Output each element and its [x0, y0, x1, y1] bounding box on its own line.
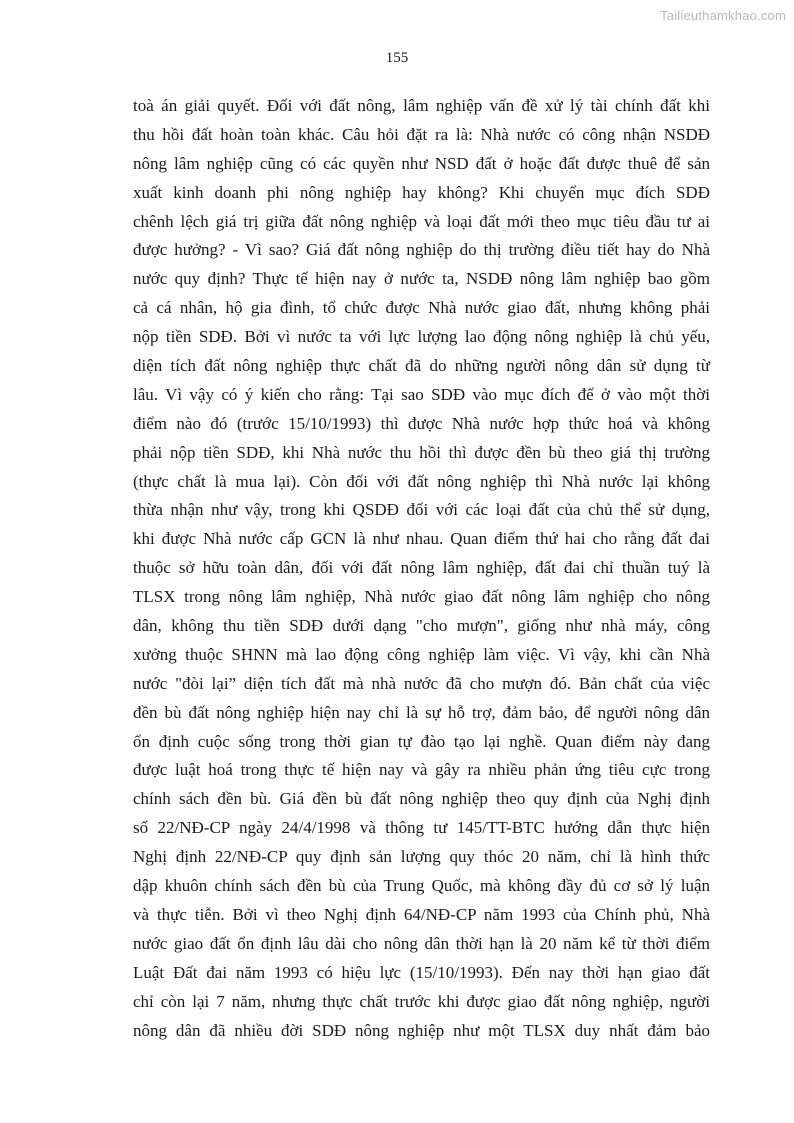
page-number: 155	[385, 50, 409, 66]
text-line-31: Luật Đất đai năm 1993 có hiệu lực (15/10/1993). Đến nay thời hạn giao đất	[133, 962, 710, 982]
text-line-26: số 22/NĐ-CP ngày 24/4/1998 và thông tư 145/TT-BTC hướng dẫn thực hiện	[133, 818, 710, 838]
text-line-16: khi được Nhà nước cấp GCN là như nhau. Quan điểm thứ hai cho rằng đất đai	[133, 529, 710, 549]
text-line-29: và thực tiễn. Bởi vì theo Nghị định 64/NĐ-CP năm 1993 của Chính phủ, Nhà	[133, 904, 710, 924]
text-line-9: nộp tiền SDĐ. Bởi vì nước ta với lực lượng lao động nông nghiệp là chủ yếu,	[133, 327, 710, 347]
text-line-28: dập khuôn chính sách đền bù của Trung Quốc, mà không đầy đủ cơ sở lý luận	[133, 876, 710, 896]
text-line-33: nông dân đã nhiều đời SDĐ nông nghiệp như một TLSX duy nhất đảm bảo	[133, 1020, 710, 1040]
text-line-6: được hưởng? - Vì sao? Giá đất nông nghiệp do thị trường điều tiết hay do Nhà	[133, 240, 710, 260]
text-line-17: thuộc sở hữu toàn dân, đối với đất nông lâm nghiệp, đất đai chỉ thuần tuý là	[133, 558, 710, 578]
text-line-21: nước "đòi lại” diện tích đất mà nhà nước đã cho mượn đó. Bản chất của việc	[133, 673, 710, 693]
body-paragraph	[133, 92, 710, 1045]
watermark-text: Tailieuthamkhao.com	[660, 8, 786, 23]
text-line-30: nước giao đất ổn định lâu dài cho nông dân thời hạn là 20 năm kể từ thời điểm	[133, 933, 710, 953]
text-line-2: thu hồi đất hoàn toàn khác. Câu hỏi đặt ra là: Nhà nước có công nhận NSDĐ	[133, 124, 710, 144]
text-line-3: nông lâm nghiệp cũng có các quyền như NSD đất ở hoặc đất được thuê để sản	[133, 153, 710, 173]
text-line-27: Nghị định 22/NĐ-CP quy định sản lượng quy thóc 20 năm, chỉ là hình thức	[133, 847, 710, 867]
text-line-14: (thực chất là mua lại). Còn đối với đất nông nghiệp thì Nhà nước lại không	[133, 471, 710, 491]
text-line-19: dân, không thu tiền SDĐ dưới dạng "cho mượn", giống như nhà máy, công	[133, 616, 710, 636]
text-line-24: được luật hoá trong thực tế hiện nay và gây ra nhiều phản ứng tiêu cực trong	[133, 760, 710, 780]
text-line-4: xuất kinh doanh phi nông nghiệp hay không? Khi chuyển mục đích SDĐ	[133, 182, 710, 202]
text-line-25: chính sách đền bù. Giá đền bù đất nông nghiệp theo quy định của Nghị định	[133, 789, 710, 809]
text-line-32: chỉ còn lại 7 năm, nhưng thực chất trước khi được giao đất nông nghiệp, người	[133, 991, 710, 1011]
text-line-20: xưởng thuộc SHNN mà lao động công nghiệp làm việc. Vì vậy, khi cần Nhà	[133, 644, 710, 664]
text-line-15: thừa nhận như vậy, trong khi QSDĐ đối với các loại đất của chủ thể sử dụng,	[133, 500, 710, 520]
text-line-22: đền bù đất nông nghiệp hiện nay chỉ là sự hỗ trợ, đảm bảo, để người nông dân	[133, 702, 710, 722]
text-line-10: diện tích đất nông nghiệp thực chất đã do những người nông dân sử dụng từ	[133, 356, 710, 376]
text-line-23: ổn định cuộc sống trong thời gian tự đào tạo lại nghề. Quan điểm này đang	[133, 731, 710, 751]
text-line-8: cả cá nhân, hộ gia đình, tổ chức được Nhà nước giao đất, nhưng không phải	[133, 298, 710, 318]
text-line-18: TLSX trong nông lâm nghiệp, Nhà nước giao đất nông lâm nghiệp cho nông	[133, 587, 710, 607]
text-line-1: toà án giải quyết. Đối với đất nông, lâm nghiệp vấn đề xử lý tài chính đất khi	[133, 96, 710, 115]
text-line-13: phải nộp tiền SDĐ, khi Nhà nước thu hồi thì được đền bù theo giá thị trường	[133, 442, 710, 462]
text-line-12: điểm nào đó (trước 15/10/1993) thì được Nhà nước hợp thức hoá và không	[133, 413, 710, 433]
text-line-11: lâu. Vì vậy có ý kiến cho rằng: Tại sao SDĐ vào mục đích để ở vào một thời	[133, 384, 710, 404]
text-line-5: chênh lệch giá trị giữa đất nông nghiệp và loại đất mới theo mục tiêu đầu tư ai	[133, 211, 710, 231]
text-line-7: nước quy định? Thực tế hiện nay ở nước ta, NSDĐ nông lâm nghiệp bao gồm	[133, 269, 710, 289]
